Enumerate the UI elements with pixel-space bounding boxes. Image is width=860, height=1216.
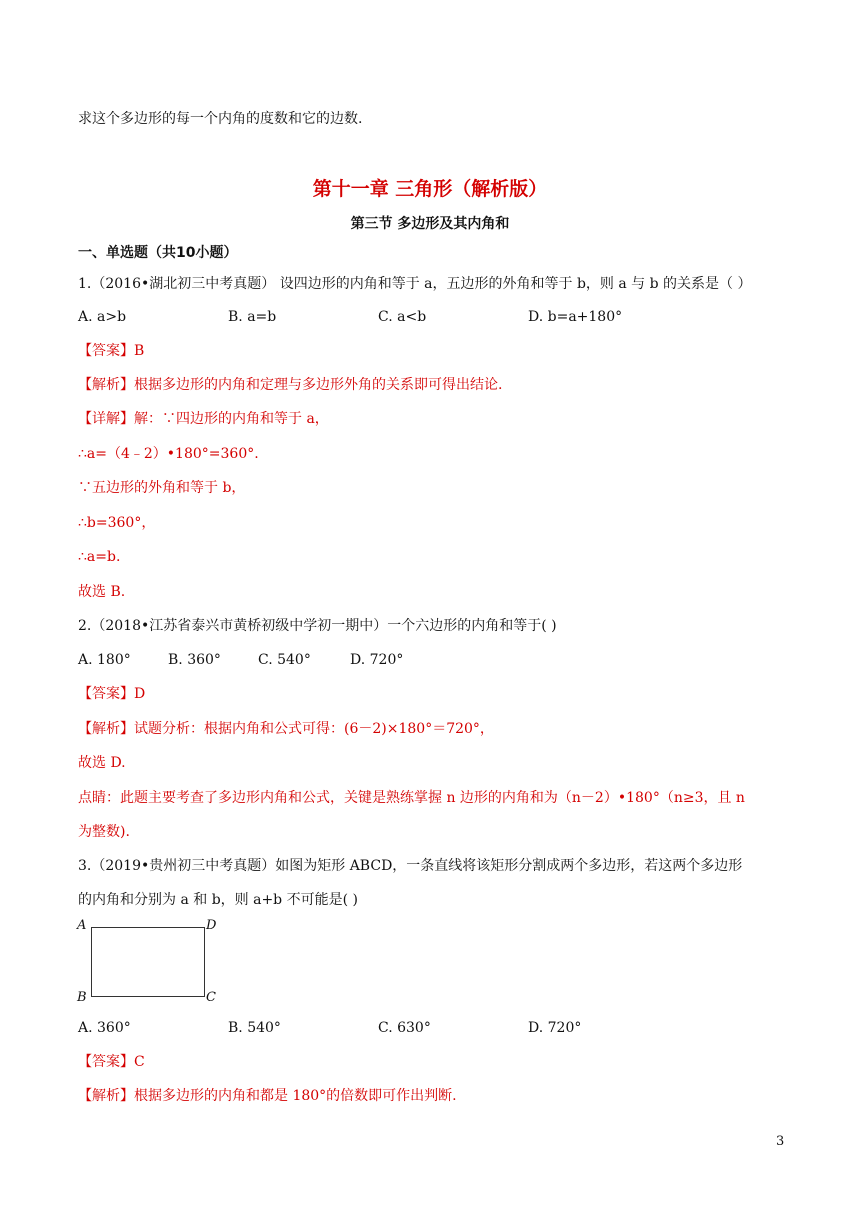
q1-option-c: C. a<b [378,309,427,325]
q1-option-d: D. b=a+180° [528,309,623,325]
vertex-label-d: D [206,918,217,933]
q2-comment-line-2: 为整数). [78,824,130,840]
vertex-label-c: C [206,990,216,1005]
q2-option-a: A. 180° [78,652,131,668]
page-number: 3 [776,1134,785,1149]
q1-detail-6: 故选 B. [78,584,126,600]
q2-comment-line-1: 点睛：此题主要考查了多边形内角和公式，关键是熟练掌握 n 边形的内角和为（n－2）•180°（n≥3，且 n [78,790,745,806]
q3-option-a: A. 360° [78,1020,131,1036]
q1-option-b: B. a=b [228,309,277,325]
q1-option-a: A. a>b [78,309,127,325]
q1-detail-4: ∴b=360°， [78,515,156,531]
q3-stem-line-1: 3.（2019•贵州初三中考真题）如图为矩形 ABCD，一条直线将该矩形分割成两个多边形，若这两个多边形 [78,858,743,874]
rectangle-shape [91,927,205,997]
q2-stem: 2.（2018•江苏省泰兴市黄桥初级中学初一期中）一个六边形的内角和等于( ) [78,618,557,634]
q3-option-d: D. 720° [528,1020,582,1036]
q2-conclusion: 故选 D. [78,755,126,771]
q1-detail-5: ∴a=b. [78,549,121,565]
intro-text: 求这个多边形的每一个内角的度数和它的边数. [78,111,363,127]
q3-stem-line-2: 的内角和分别为 a 和 b，则 a+b 不可能是( ) [78,892,358,908]
vertex-label-b: B [77,990,87,1005]
q2-analysis: 【解析】试题分析：根据内角和公式可得：(6－2)×180°＝720°， [78,721,494,737]
q3-option-b: B. 540° [228,1020,281,1036]
vertex-label-a: A [77,918,87,933]
q1-answer: 【答案】B [78,343,145,359]
q1-stem: 1.（2016•湖北初三中考真题） 设四边形的内角和等于 a，五边形的外角和等于 b，则 a 与 b 的关系是（ ） [78,276,752,292]
q1-analysis: 【解析】根据多边形的内角和定理与多边形外角的关系即可得出结论. [78,377,503,393]
q3-analysis: 【解析】根据多边形的内角和都是 180°的倍数即可作出判断. [78,1088,457,1104]
chapter-title: 第十一章 三角形（解析版） [312,178,548,200]
q1-detail-2: ∴a=（4﹣2）•180°=360°. [78,446,259,462]
question-type-heading: 一、单选题（共10小题） [78,245,238,261]
q1-detail-3: ∵五边形的外角和等于 b， [78,480,246,496]
q1-detail-1: 【详解】解：∵四边形的内角和等于 a， [78,411,329,427]
section-subtitle: 第三节 多边形及其内角和 [350,216,510,232]
q2-answer: 【答案】D [78,686,146,702]
q2-option-d: D. 720° [350,652,404,668]
q2-option-c: C. 540° [258,652,311,668]
q2-option-b: B. 360° [168,652,221,668]
q3-option-c: C. 630° [378,1020,431,1036]
rectangle-abcd-figure [76,916,226,1008]
q3-answer: 【答案】C [78,1054,145,1070]
